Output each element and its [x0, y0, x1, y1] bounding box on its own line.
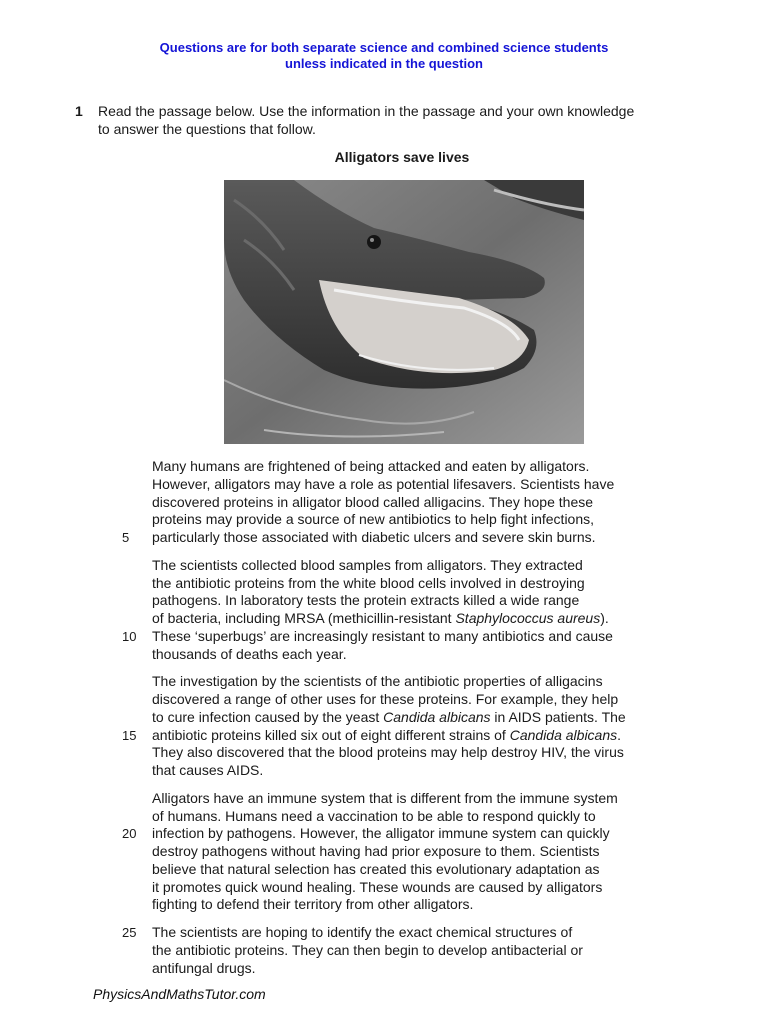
question-intro — [98, 102, 698, 138]
passage-line-20 — [122, 825, 712, 843]
passage-line-10 — [122, 627, 712, 646]
passage-line: the antibiotic proteins from the white blood cells involved in destroying — [152, 574, 585, 591]
banner-line-2: unless indicated in the question — [285, 56, 483, 71]
species-name: Staphylococcus aureus — [455, 610, 601, 626]
passage-line: Many humans are frightened of being attacked and eaten by alligators. — [152, 458, 590, 474]
passage-line-25 — [122, 924, 712, 942]
question-number: 1 — [75, 103, 83, 119]
passage-line-5 — [122, 529, 712, 547]
alligator-illustration — [224, 180, 584, 444]
passage-line: pathogens. In laboratory tests the protein extracts killed a wide range — [152, 592, 580, 609]
footer-source: PhysicsAndMathsTutor.com — [93, 986, 266, 1002]
passage-line — [152, 610, 712, 628]
passage-line-text: infection by pathogens. However, the alligator immune system can quickly — [152, 825, 610, 842]
text-segment: to cure infection caused by the yeast — [152, 708, 384, 725]
passage-line: believe that natural selection has created this evolutionary adaptation as — [152, 860, 600, 877]
text-segment: . — [617, 726, 622, 743]
passage-body — [122, 458, 712, 987]
paragraph-5 — [122, 924, 712, 977]
passage-line-15 — [122, 726, 712, 745]
intro-line-2: to answer the questions that follow. — [98, 121, 316, 137]
passage-line: it promotes quick wound healing. These wounds are caused by alligators — [152, 878, 603, 895]
paragraph-3 — [122, 673, 712, 780]
passage-line: They also discovered that the blood proteins may help destroy HIV, the virus — [152, 744, 624, 761]
text-segment: ). — [600, 610, 609, 626]
passage-title: Alligators save lives — [334, 149, 470, 165]
passage-line: However, alligators may have a role as potential lifesavers. Scientists have — [152, 475, 615, 492]
text-segment: antibiotic proteins killed six out of eight different strains of — [152, 726, 510, 743]
line-number-10: 10 — [122, 628, 137, 644]
passage-line: discovered a range of other uses for these proteins. For example, they help — [152, 691, 619, 707]
passage-line: fighting to defend their territory from other alligators. — [152, 896, 474, 913]
passage-line: of humans. Humans need a vaccination to be able to respond quickly to — [152, 807, 596, 824]
passage-line: antifungal drugs. — [152, 959, 256, 976]
line-number-25: 25 — [122, 925, 137, 940]
intro-line-1: Read the passage below. Use the information in the passage and your own knowledge — [98, 103, 635, 119]
passage-line: The scientists collected blood samples from alligators. They extracted — [152, 556, 583, 573]
paragraph-2 — [122, 556, 712, 664]
passage-line: discovered proteins in alligator blood called alligacins. They hope these — [152, 493, 594, 510]
passage-line: the antibiotic proteins. They can then begin to develop antibacterial or — [152, 941, 583, 958]
text-segment: in AIDS patients. The — [490, 708, 626, 725]
line-number-15: 15 — [122, 727, 137, 743]
passage-line: that causes AIDS. — [152, 762, 264, 778]
passage-line-text: The scientists are hoping to identify the exact chemical structures of — [152, 924, 573, 940]
line-number-20: 20 — [122, 826, 137, 842]
text-segment: of bacteria, including MRSA (methicillin-resistant — [152, 610, 456, 626]
passage-line-text: particularly those associated with diabetic ulcers and severe skin burns. — [152, 529, 596, 545]
alligator-photo — [224, 180, 584, 444]
passage-line: thousands of deaths each year. — [152, 645, 347, 662]
passage-line: proteins may provide a source of new antibiotics to help fight infections, — [152, 511, 595, 528]
instruction-banner — [0, 40, 768, 72]
passage-line: Alligators have an immune system that is different from the immune system — [152, 789, 618, 806]
passage-line-text: These ‘superbugs’ are increasingly resistant to many antibiotics and cause — [152, 627, 613, 644]
passage-line: The investigation by the scientists of the antibiotic properties of alligacins — [152, 673, 603, 690]
passage-line — [152, 709, 712, 727]
paragraph-1 — [122, 458, 712, 547]
species-name: Candida albicans — [383, 708, 491, 725]
line-number-5: 5 — [122, 530, 130, 545]
banner-line-1: Questions are for both separate science and combined science students — [159, 40, 609, 55]
passage-line: destroy pathogens without having had prior exposure to them. Scientists — [152, 843, 600, 859]
paragraph-4 — [122, 789, 712, 914]
species-name: Candida albicans — [509, 726, 618, 743]
